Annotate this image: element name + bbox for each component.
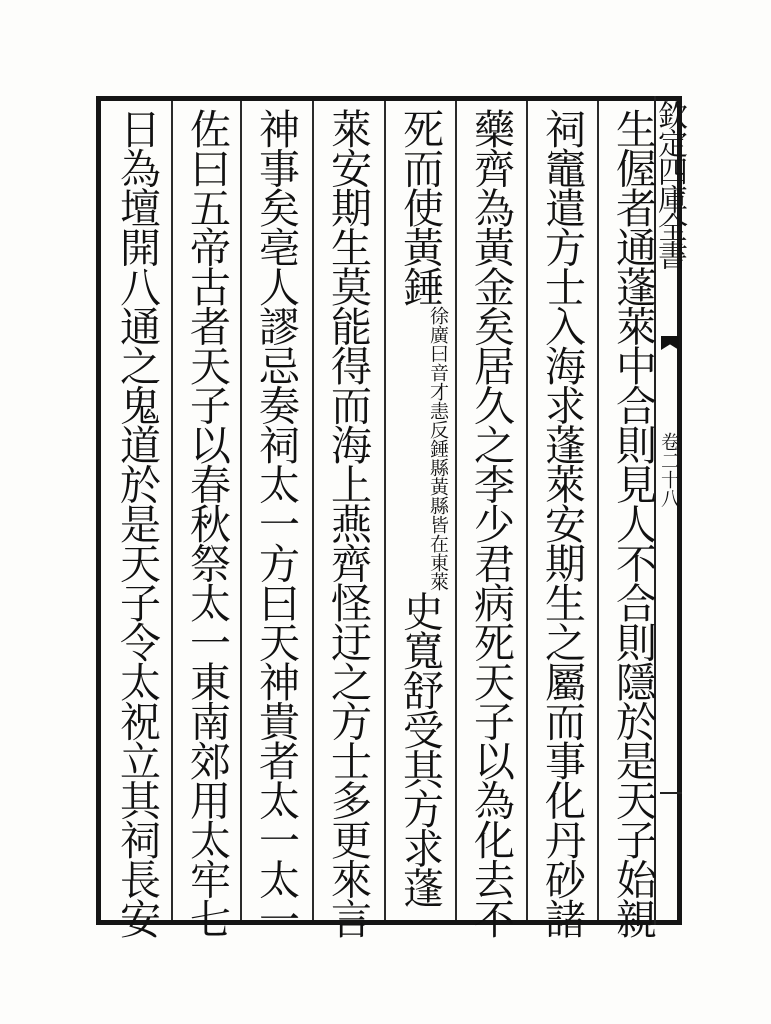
text-column-6: 神事矣亳人謬忌奏祠太一方曰天神貴者太一太一 [252,108,300,938]
column-rule [597,101,599,920]
text-column-8: 日為壇開八通之鬼道於是天子令太祝立其祠長安 [113,108,161,938]
column-rule [384,101,386,920]
column-rule [526,101,528,920]
column-rule [312,101,314,920]
note-left: 縣黃縣皆在東萊 [427,457,449,591]
column-rule [171,101,173,920]
text-column-2: 祠竈遣方士入海求蓬萊安期生之屬而事化丹砂諸 [538,108,586,938]
juan-label: 卷二十八 [658,432,680,508]
text-column-7: 佐曰五帝古者天子以春秋祭太一東南郊用太牢七 [183,108,231,938]
main-text: 史寬舒受其方求蓬 [396,590,444,907]
column-rule [455,101,457,920]
text-column-5: 萊安期生莫能得而海上燕齊怪迂之方士多更來言 [324,108,372,938]
text-column-4 [391,108,449,918]
margin-tick [660,792,682,794]
text-column-3: 藥齊為黃金矣居久之李少君病死天子以為化去不 [467,108,515,938]
book-title: 欽定四庫全書 [652,100,687,268]
text-column-1: 生偓者通蓬萊中合則見人不合則隱於是天子始親 [609,108,657,938]
note-right: 徐廣曰音才恚反錘 [427,305,449,458]
column-rule [240,101,242,920]
interlinear-note [427,306,449,591]
main-text: 死而使黃錘 [396,108,444,306]
